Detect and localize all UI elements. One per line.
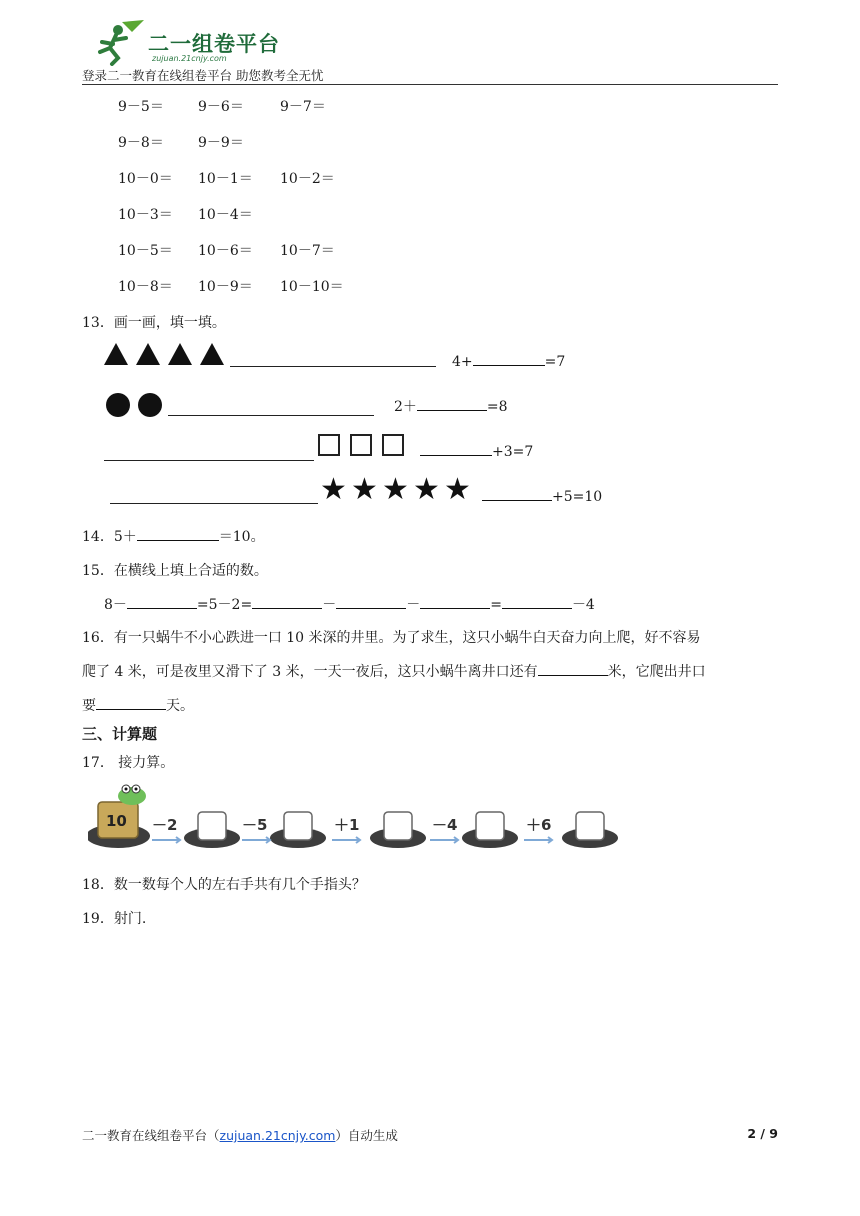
exercise-item: 10－2＝ bbox=[280, 171, 335, 187]
exercise-item: 9－6＝ bbox=[198, 99, 244, 115]
question-text: 天。 bbox=[166, 698, 194, 714]
triangle-icon bbox=[136, 343, 160, 365]
exercise-item: 10－3＝ bbox=[118, 207, 173, 223]
drawing-line[interactable] bbox=[104, 460, 314, 461]
question-number: 15． bbox=[82, 563, 114, 579]
equation-prefix: 2＋ bbox=[394, 399, 417, 415]
question-number: 16． bbox=[82, 630, 114, 646]
exercise-item: 10－4＝ bbox=[198, 207, 253, 223]
question-text: 要 bbox=[82, 698, 96, 714]
fill-equation bbox=[394, 396, 508, 416]
question-17 bbox=[82, 752, 174, 772]
answer-blank[interactable] bbox=[336, 594, 406, 609]
equation-part: － bbox=[322, 597, 337, 613]
question-text: 接力算。 bbox=[113, 755, 175, 771]
header-logo bbox=[92, 18, 282, 66]
operation-label: ＋6 bbox=[526, 816, 552, 834]
answer-blank[interactable] bbox=[420, 594, 490, 609]
square-icon bbox=[350, 434, 372, 456]
question-text: 在横线上填上合适的数。 bbox=[113, 563, 268, 579]
equation-part: － bbox=[406, 597, 421, 613]
answer-blank[interactable] bbox=[137, 526, 219, 541]
question-text: 米，它爬出井口 bbox=[607, 664, 706, 680]
exercise-item: 10－1＝ bbox=[198, 171, 253, 187]
relay-calculation-strip bbox=[88, 782, 628, 854]
exercise-item: 10－0＝ bbox=[118, 171, 173, 187]
answer-blank[interactable] bbox=[482, 486, 552, 501]
answer-blank[interactable] bbox=[420, 441, 492, 456]
question-number: 13． bbox=[82, 315, 114, 331]
answer-blank[interactable] bbox=[127, 594, 197, 609]
question-15 bbox=[82, 560, 268, 580]
footer-link[interactable]: zujuan.21cnjy.com bbox=[219, 1128, 336, 1143]
star-icon: ★ bbox=[444, 472, 471, 507]
question-text: 有一只蜗牛不小心跌进一口 10 米深的井里。为了求生，这只小蜗牛白天奋力向上爬，好不容易 bbox=[113, 630, 701, 646]
page-number: 2 / 9 bbox=[747, 1126, 778, 1141]
question-18 bbox=[82, 874, 366, 894]
triangle-icon bbox=[104, 343, 128, 365]
equation-part: －4 bbox=[571, 597, 595, 613]
question-text: 数一数每个人的左右手共有几个手指头？ bbox=[113, 877, 366, 893]
square-icon bbox=[382, 434, 404, 456]
header-divider bbox=[82, 84, 778, 85]
answer-blank[interactable] bbox=[473, 351, 545, 366]
drawing-line[interactable] bbox=[110, 503, 318, 504]
question-number: 14． bbox=[82, 529, 114, 545]
square-icon bbox=[318, 434, 340, 456]
answer-blank[interactable] bbox=[252, 594, 322, 609]
footer-text: ）自动生成 bbox=[335, 1128, 398, 1143]
start-value: 10 bbox=[106, 812, 127, 830]
question-text: 爬了 4 米，可是夜里又滑下了 3 米，一天一夜后，这只小蜗牛离井口还有 bbox=[82, 664, 538, 680]
equation-suffix: ＝10。 bbox=[218, 529, 265, 545]
logo-subtext: zujuan.21cnjy.com bbox=[152, 54, 227, 63]
exercise-item: 10－8＝ bbox=[118, 279, 173, 295]
triangle-icon bbox=[200, 343, 224, 365]
exercise-item: 9－9＝ bbox=[198, 135, 244, 151]
star-icon: ★ bbox=[351, 472, 378, 507]
exercise-item: 9－8＝ bbox=[118, 135, 164, 151]
header-tagline: 登录二一教育在线组卷平台 助您教考全无忧 bbox=[82, 68, 324, 83]
operation-label: －2 bbox=[152, 816, 178, 834]
drawing-line[interactable] bbox=[230, 366, 436, 367]
question-number: 18． bbox=[82, 877, 114, 893]
logo-text: 二一组卷平台 bbox=[148, 32, 280, 56]
operation-label: －4 bbox=[432, 816, 458, 834]
answer-blank[interactable] bbox=[96, 695, 166, 710]
equation-part: = bbox=[490, 597, 502, 613]
exercise-item: 10－7＝ bbox=[280, 243, 335, 259]
question-text: 射门. bbox=[113, 911, 147, 927]
footer-text: 二一教育在线组卷平台（ bbox=[82, 1128, 220, 1143]
footer-source bbox=[82, 1126, 398, 1144]
exercise-item: 10－5＝ bbox=[118, 243, 173, 259]
question-19 bbox=[82, 908, 146, 928]
q15-chain-equation bbox=[104, 594, 595, 614]
exercise-item: 10－6＝ bbox=[198, 243, 253, 259]
fill-equation bbox=[482, 486, 602, 505]
fill-equation bbox=[420, 441, 533, 460]
question-14 bbox=[82, 526, 265, 546]
equation-suffix: +3=7 bbox=[492, 444, 534, 460]
equation-part: =5－2= bbox=[196, 597, 253, 613]
answer-blank[interactable] bbox=[417, 396, 487, 411]
exercise-item: 10－9＝ bbox=[198, 279, 253, 295]
fill-equation bbox=[452, 351, 565, 370]
section-title: 三、计算题 bbox=[82, 725, 158, 743]
triangle-icon bbox=[168, 343, 192, 365]
exercise-item: 9－7＝ bbox=[280, 99, 326, 115]
operation-label: －5 bbox=[242, 816, 268, 834]
answer-blank[interactable] bbox=[502, 594, 572, 609]
star-icon: ★ bbox=[320, 472, 347, 507]
star-icon: ★ bbox=[413, 472, 440, 507]
exercise-item: 9－5＝ bbox=[118, 99, 164, 115]
operation-label: ＋1 bbox=[334, 816, 360, 834]
question-number: 17． bbox=[82, 755, 114, 771]
circle-icon bbox=[138, 393, 162, 417]
question-16-line1 bbox=[82, 627, 701, 647]
star-icon: ★ bbox=[382, 472, 409, 507]
question-16-line2 bbox=[82, 661, 706, 681]
drawing-line[interactable] bbox=[168, 415, 374, 416]
equation-part: 8－ bbox=[104, 597, 127, 613]
runner-logo-icon bbox=[92, 18, 148, 66]
equation-suffix: +5=10 bbox=[552, 489, 603, 505]
equation-prefix: 5＋ bbox=[113, 529, 137, 545]
answer-blank[interactable] bbox=[538, 661, 608, 676]
question-number: 19． bbox=[82, 911, 114, 927]
question-13 bbox=[82, 312, 226, 332]
equation-suffix: =8 bbox=[486, 399, 508, 415]
question-16-line3 bbox=[82, 695, 194, 715]
question-text: 画一画，填一填。 bbox=[113, 315, 226, 331]
circle-icon bbox=[106, 393, 130, 417]
equation-suffix: =7 bbox=[544, 354, 566, 370]
exercise-item: 10－10＝ bbox=[280, 279, 344, 295]
equation-prefix: 4+ bbox=[452, 354, 473, 370]
